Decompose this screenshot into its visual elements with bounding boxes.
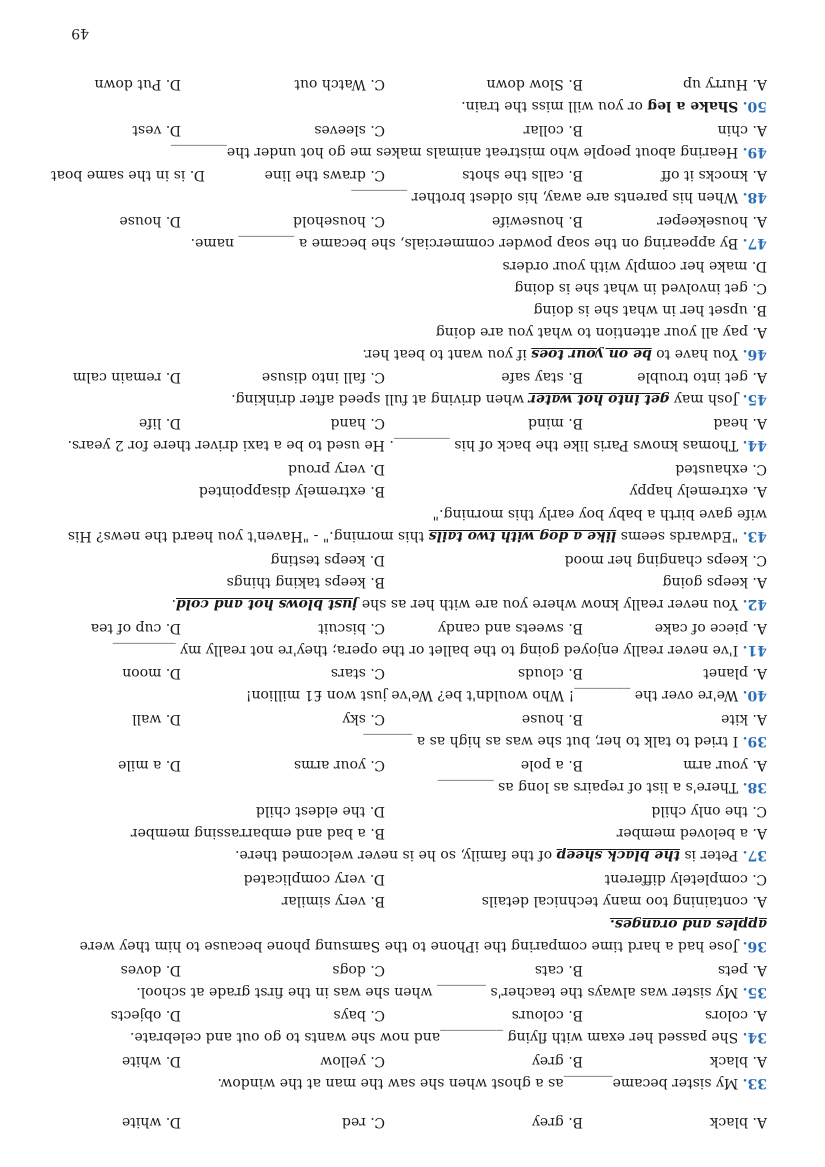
page-number: 49 [71,25,89,41]
question-text: Josh may [669,391,739,407]
option-a: A. piece of cake [654,620,767,636]
option-c: C. red [341,1114,385,1130]
option-a: A. colors [704,1007,767,1023]
option-b: B. grey [531,1053,583,1069]
question-number: 37. [742,847,767,863]
question-text: Hearing about people who mistreat animals makes me go hot under the________ [170,144,739,160]
option-d: D. remain calm [72,369,181,385]
question-text: You never really know where you are with her as she [357,596,739,612]
option-d: D. the eldest child [255,803,385,819]
option-d: D. moon [122,665,181,681]
option-b: B. cats [534,962,583,978]
option-c: C. bays [333,1007,385,1023]
option-b: B. clouds [517,665,583,681]
question-text: "Edwards seems [616,528,739,544]
q42-options-row1 [0,571,825,593]
q43-options-row1 [0,480,825,502]
q33-options [0,1050,825,1072]
question-text-end: if you want to beat her. [362,346,532,362]
question-number: 50. [742,98,767,114]
question-text: Jose had a hard time comparing the iPhone to the Samsung phone because to him they were [79,938,739,954]
option-b: B. colours [511,1007,583,1023]
option-d: D. very complicated [243,871,385,887]
option-c: C. keeps changing her mood [564,552,767,568]
idiom-phrase: get into hot water [528,391,670,407]
question-35 [0,981,825,1003]
option-b: B. a bad and embarrassing member [130,825,385,841]
question-text-end: this morning." - "Haven't you heard the news? His [67,528,429,544]
question-number: 44. [742,437,767,453]
q37-options-row1 [0,822,825,844]
option-b: B. very similar [281,893,385,909]
option-a: A. a beloved member [616,825,767,841]
question-text: She passed her exam with flying _________and now she wants to go out and celebrate. [129,1029,739,1045]
question-number: 45. [742,391,767,407]
idiom-phrase: like a dog with two tails [428,528,617,544]
option-c: C. biscuit [318,620,385,636]
option-d: D. keeps testing [270,552,385,568]
question-text-end: or you will miss the train. [461,98,648,114]
q46-option-d [0,255,825,277]
q48-options [0,164,825,186]
option-d: D. very proud [288,461,385,477]
option-a: A. chin [717,122,767,138]
idiom-phrase: be on your toes [531,346,652,362]
question-text: When his parents are away, his oldest brother ________ [351,189,739,205]
q34-options [0,1004,825,1026]
option-c: C. stars [330,665,385,681]
q39-options [0,708,825,730]
option-c: C. sleeves [314,122,385,138]
question-text-line2: wife gave birth a baby boy early this morning." [432,506,767,522]
question-43 [0,525,825,547]
option-c: C. sky [342,711,385,727]
q49-options [0,119,825,141]
option-b: B. collar [523,122,583,138]
question-46 [0,343,825,365]
question-number: 47. [742,235,767,251]
question-49 [0,141,825,163]
option-c: C. household [293,213,385,229]
option-b: B. Slow down [486,76,583,92]
option-c: C. get involved in what she is doing [514,280,767,296]
option-b: B. extremely disappointed [198,483,385,499]
question-text: You have to [651,346,739,362]
q44-options [0,412,825,434]
option-c: C. the only child [651,803,767,819]
question-text: I've never really enjoyed going to the ballet or the opera; they're not really my _________ [112,642,739,658]
question-36-continued [0,913,825,935]
option-a: A. extremely happy [629,483,767,499]
option-a: A. containing too many technical details [481,893,767,909]
option-b: B. a pole [520,757,583,773]
option-a: A. keeps going [662,574,767,590]
option-a: A. housekeeper [657,213,767,229]
option-d: D. white [121,1053,181,1069]
q35-options [0,959,825,981]
option-d: D. a mile [118,757,181,773]
question-text-end: . [171,596,176,612]
question-text: Thomas knows Paris like the back of his ________. He used to be a taxi driver there for 2 years. [67,437,739,453]
question-number: 33. [742,1075,767,1091]
q46-option-a [0,321,825,343]
option-c: C. yellow [320,1053,385,1069]
q36-options-row2 [0,868,825,890]
option-c: C. draws the line [264,167,385,183]
question-number: 40. [742,687,767,703]
question-text: I tried to talk to her, but she was as high as a _______ [363,733,739,749]
option-a: A. get into trouble [637,369,767,385]
question-number: 34. [742,1029,767,1045]
question-50 [0,95,825,117]
option-b: B. calls the shots [462,167,583,183]
question-38 [0,776,825,798]
option-d: D. Put down [94,76,181,92]
option-b: B. upset her in what she is doing [533,302,767,318]
idiom-phrase: the black sheep [556,847,680,863]
question-text: Peter is [679,847,739,863]
question-number: 36. [742,938,767,954]
option-a: A. Hurry up [683,76,767,92]
idiom-phrase: just blows hot and cold [175,596,358,612]
option-a: A. pets [717,962,767,978]
question-45 [0,388,825,410]
option-d: D. house [119,213,181,229]
q46-option-b [0,299,825,321]
option-a: A. knocks it off [661,167,767,183]
q37-options-row2 [0,800,825,822]
question-37 [0,844,825,866]
option-a: A. kite [721,711,767,727]
question-number: 35. [742,984,767,1000]
option-a: A. pay all your attention to what you are doing [435,324,767,340]
question-48 [0,186,825,208]
question-text-end: when driving at full speed after drinking. [231,391,529,407]
question-number: 41. [742,642,767,658]
question-34 [0,1026,825,1048]
option-d: D. doves [120,962,181,978]
option-d: D. life [138,415,181,431]
q40-options [0,662,825,684]
question-40 [0,684,825,706]
option-a: A. planet [703,665,767,681]
q32-options [0,1111,825,1133]
option-a: A. your arm [683,757,767,773]
question-number: 42. [742,596,767,612]
option-c: C. fall into disuse [261,369,385,385]
option-c: C. completely different [604,871,767,887]
q38-options [0,754,825,776]
idiom-phrase: Shake a leg [647,98,739,114]
question-39 [0,730,825,752]
option-d: D. is in the same boat [51,167,205,183]
option-b: B. keeps taking things [226,574,385,590]
question-number: 48. [742,189,767,205]
question-number: 43. [742,528,767,544]
option-a: A. black [709,1053,767,1069]
q41-options [0,617,825,639]
question-43-continued [0,503,825,525]
option-b: B. housewife [491,213,583,229]
option-d: D. vest [132,122,181,138]
question-text: There's a list of repairs as long as ________ [437,779,739,795]
option-c: C. hand [330,415,385,431]
question-number: 49. [742,144,767,160]
option-c: C. dogs [332,962,385,978]
option-a: A. black [709,1114,767,1130]
option-b: B. sweets and candy [437,620,583,636]
question-number: 46. [742,346,767,362]
option-d: D. white [121,1114,181,1130]
question-44 [0,434,825,456]
q50-options [0,73,825,95]
option-b: B. stay safe [501,369,583,385]
option-b: B. grey [531,1114,583,1130]
idiom-phrase: apples and oranges. [610,916,767,932]
q47-options [0,210,825,232]
question-42 [0,593,825,615]
option-d: D. wall [132,711,181,727]
question-47 [0,232,825,254]
question-41 [0,639,825,661]
question-text-end: of the family, so he is never welcomed there. [235,847,557,863]
option-b: B. mind [528,415,583,431]
question-36 [0,935,825,957]
question-33 [0,1072,825,1094]
q46-option-c [0,277,825,299]
option-b: B. house [521,711,583,727]
option-a: A. head [713,415,767,431]
question-number: 38. [742,779,767,795]
option-d: D. objects [110,1007,181,1023]
question-text: By appearing on the soap powder commercials, she became a ________ name. [190,235,739,251]
option-d: D. cup of tea [90,620,181,636]
option-d: D. make her comply with your orders [502,258,767,274]
q42-options-row2 [0,549,825,571]
q36-options-row1 [0,890,825,912]
question-text: We're over the ________! Who wouldn't be? We've just won £1 million! [245,687,739,703]
question-text: My sister was always the teacher's _______ when she was in the first grade at school. [136,984,739,1000]
option-c: C. your arms [293,757,385,773]
q45-options [0,366,825,388]
q43-options-row2 [0,458,825,480]
option-c: C. exhausted [675,461,767,477]
question-text: My sister became_______as a ghost when she saw the man at the window. [217,1075,739,1091]
option-c: C. Watch out [294,76,385,92]
question-number: 39. [742,733,767,749]
